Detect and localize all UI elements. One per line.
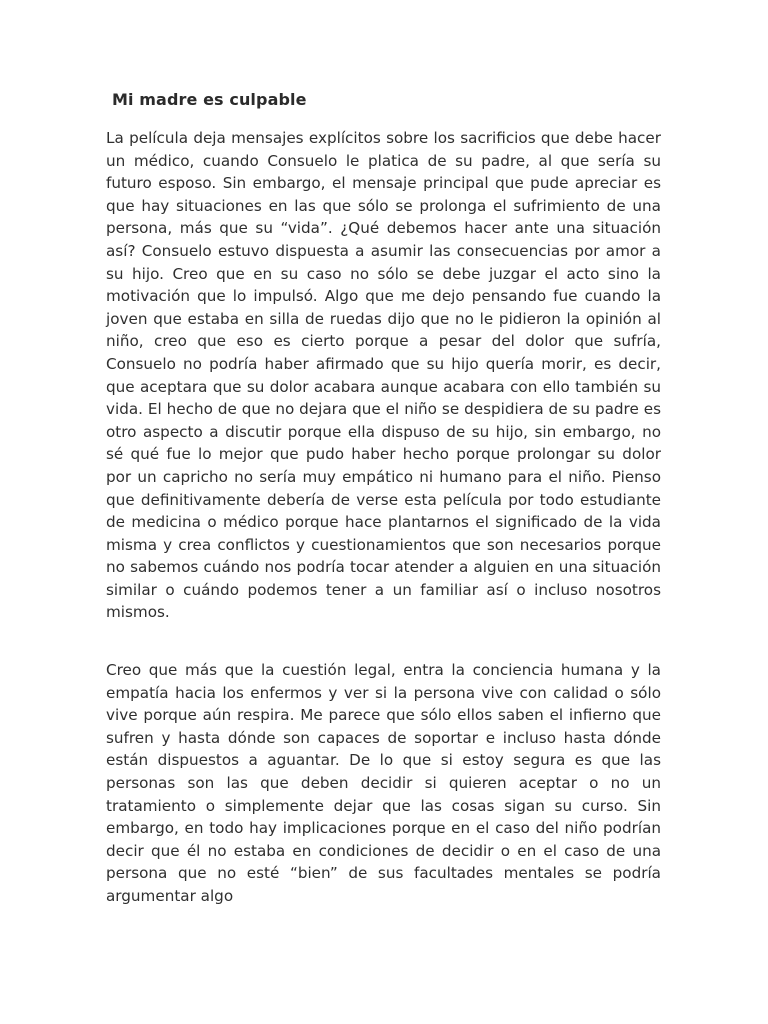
document-title: Mi madre es culpable	[112, 90, 307, 109]
paragraph-1: La película deja mensajes explícitos sobre los sacrificios que debe hacer un médico, cuando Consuelo le platica de su padre, al que sería su futuro esposo. Sin embargo, el mensaje principal que pude apreciar es que hay situaciones en las que sólo se prolonga el sufrimiento de una persona, más que su “vida”. ¿Qué debemos hacer ante una situación así? Consuelo estuvo dispuesta a asumir las consecuencias por amor a su hijo. Creo que en su caso no sólo se debe juzgar el acto sino la motivación que lo impulsó. Algo que me dejo pensando fue cuando la joven que estaba en silla de ruedas dijo que no le pidieron la opinión al niño, creo que eso es cierto porque a pesar del dolor que sufría, Consuelo no podría haber afirmado que su hijo quería morir, es decir, que aceptara que su dolor acabara aunque acabara con ello también su vida. El hecho de que no dejara que el niño se despidiera de su padre es otro aspecto a discutir porque ella dispuso de su hijo, sin embargo, no sé qué fue lo mejor que pudo haber hecho porque prolongar su dolor por un capricho no sería muy empático ni humano para el niño. Pienso que definitivamente debería de verse esta película por todo estudiante de medicina o médico porque hace plantarnos el significado de la vida misma y crea conflictos y cuestionamientos que son necesarios porque no sabemos cuándo nos podría tocar atender a alguien en una situación similar o cuándo podemos tener a un familiar así o incluso nosotros mismos.	[106, 129, 661, 622]
paragraph-2: Creo que más que la cuestión legal, entra la conciencia humana y la empatía hacia los enfermos y ver si la persona vive con calidad o sólo vive porque aún respira. Me parece que sólo ellos saben el infierno que sufren y hasta dónde son capaces de soportar e incluso hasta dónde están dispuestos a aguantar. De lo que si estoy segura es que las personas son las que deben decidir si quieren aceptar o no un tratamiento o simplemente dejar que las cosas sigan su curso. Sin embargo, en todo hay implicaciones porque en el caso del niño podrían decir que él no estaba en condiciones de decidir o en el caso de una persona que no esté “bien” de sus facultades mentales se podría argumentar algo	[106, 661, 661, 905]
